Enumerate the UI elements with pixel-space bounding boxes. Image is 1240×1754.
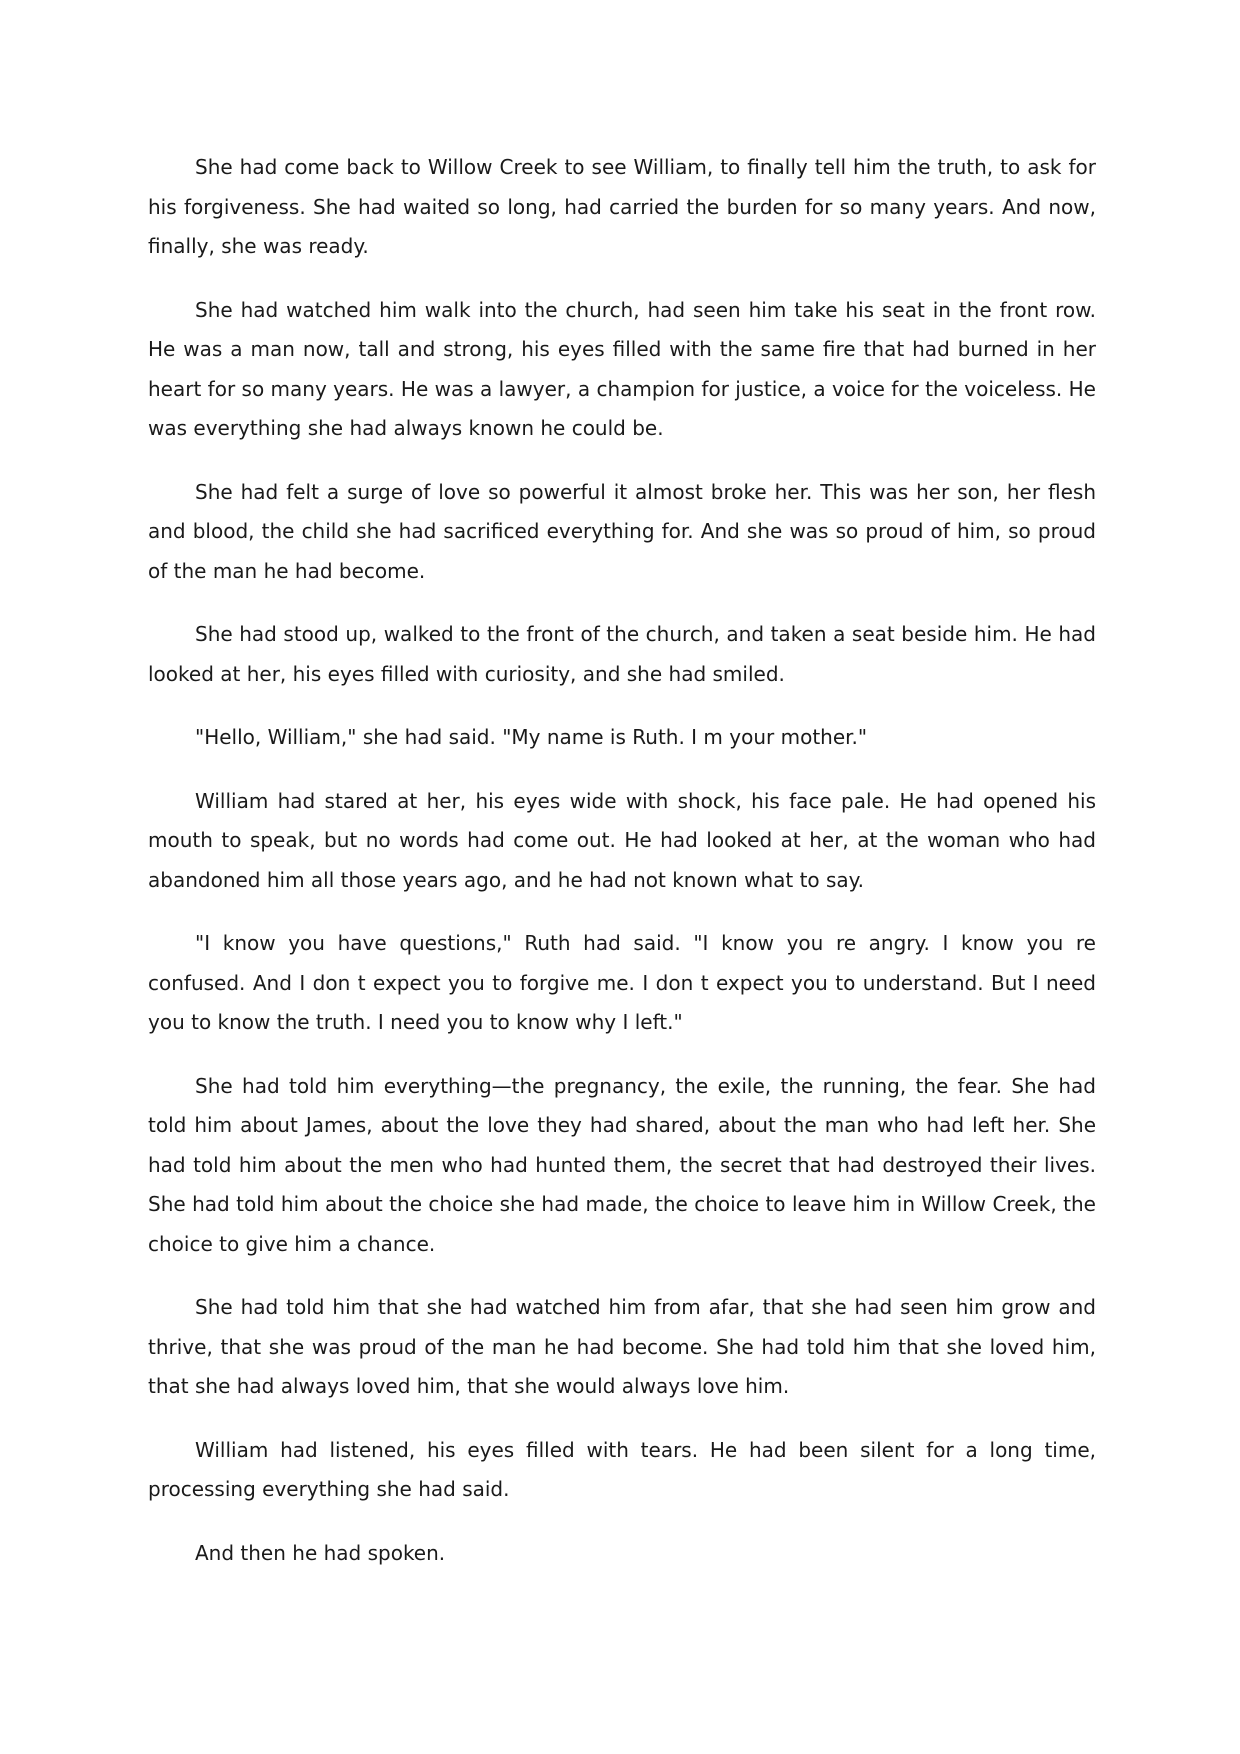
paragraph: She had watched him walk into the church, had seen him take his seat in the front row. He was a man now, tall and strong, his eyes filled with the same fire that had burned in her heart for so many years. He was a lawyer, a champion for justice, a voice for the voiceless. He was everything she had always known he could be. — [148, 297, 1096, 440]
paragraph: William had stared at her, his eyes wide with shock, his face pale. He had opened his mouth to speak, but no words had come out. He had looked at her, at the woman who had abandoned him all those years ago, and he had not known what to say. — [148, 788, 1096, 892]
document-page — [148, 148, 1096, 1597]
paragraph: And then he had spoken. — [195, 1540, 446, 1565]
paragraph: She had told him that she had watched him from afar, that she had seen him grow and thrive, that she was proud of the man he had become. She had told him that she loved him, that she had always loved him, that she would always love him. — [148, 1295, 1096, 1398]
paragraph: "Hello, William," she had said. "My name is Ruth. I m your mother." — [195, 725, 868, 749]
paragraph: "I know you have questions," Ruth had said. "I know you re angry. I know you re confused. And I don t expect you to forgive me. I don t expect you to understand. But I need you to know the truth. I need you to know why I left." — [148, 931, 1096, 1034]
paragraph: William had listened, his eyes filled with tears. He had been silent for a long time, processing everything she had said. — [148, 1437, 1096, 1501]
paragraph: She had told him everything—the pregnancy, the exile, the running, the fear. She had told him about James, about the love they had shared, about the man who had left her. She had told him about the men who had hunted them, the secret that had destroyed their lives. She had told him about the choice she had made, the choice to leave him in Willow Creek, the choice to give him a chance. — [148, 1073, 1096, 1256]
paragraph: She had felt a surge of love so powerful it almost broke her. This was her son, her flesh and blood, the child she had sacrificed everything for. And she was so proud of him, so proud of the man he had become. — [148, 479, 1096, 583]
paragraph: She had come back to Willow Creek to see William, to finally tell him the truth, to ask for his forgiveness. She had waited so long, had carried the burden for so many years. And now, finally, she was ready. — [148, 155, 1096, 258]
paragraph: She had stood up, walked to the front of the church, and taken a seat beside him. He had looked at her, his eyes filled with curiosity, and she had smiled. — [148, 622, 1096, 686]
